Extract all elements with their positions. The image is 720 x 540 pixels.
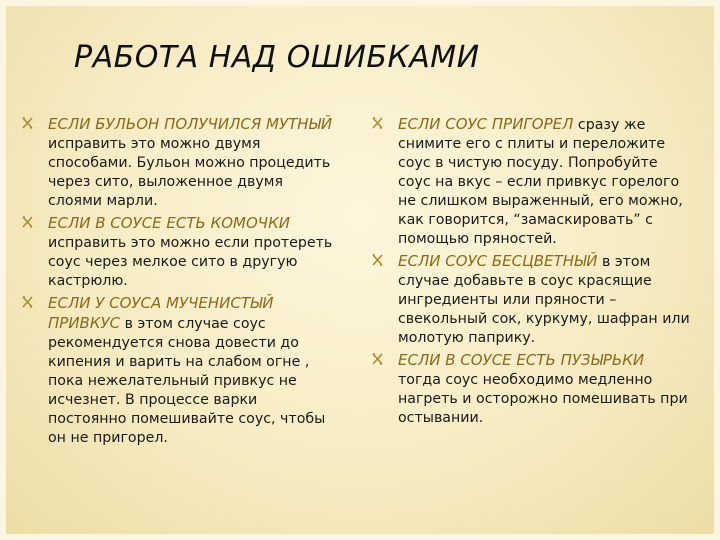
item-body: сразу же снимите его с плиты и переложите соус в чистую посуду. Попробуйте соус на вкус – если привкус горелого не слишком выраженный, его можно, как говорится, “замаскировать” с помощью пряностей. — [398, 117, 683, 247]
list-item — [372, 252, 690, 348]
item-body: исправить это можно двумя способами. Бульон можно процедить через сито, выложенное двумя слоями марли. — [48, 136, 331, 209]
slide-title: РАБОТА НАД ОШИБКАМИ — [74, 40, 480, 75]
item-heading: ЕСЛИ В СОУСЕ ЕСТЬ КОМОЧКИ — [48, 214, 290, 232]
item-text — [398, 351, 690, 428]
item-body: в этом случае добавьте в соус красящие ингредиенты или пряности – свекольный сок, куркуму, шафран или молотую паприку. — [398, 254, 690, 346]
item-text — [398, 252, 690, 348]
list-item — [372, 351, 690, 428]
x-bullet-icon — [22, 296, 34, 310]
item-heading: ЕСЛИ СОУС ПРИГОРЕЛ — [398, 115, 574, 133]
x-bullet-icon — [22, 117, 34, 131]
list-item — [22, 294, 340, 448]
x-bullet-icon — [372, 254, 384, 268]
list-item — [372, 115, 690, 249]
right-column — [372, 115, 690, 431]
x-bullet-icon — [22, 216, 34, 230]
left-column — [22, 115, 340, 451]
x-bullet-icon — [372, 117, 384, 131]
list-item — [22, 214, 340, 291]
item-heading: ЕСЛИ СОУС БЕСЦВЕТНЫЙ — [398, 252, 598, 270]
item-heading: ЕСЛИ БУЛЬОН ПОЛУЧИЛСЯ МУТНЫЙ — [48, 115, 333, 133]
item-body: исправить это можно если протереть соус через мелкое сито в другую кастрюлю. — [48, 235, 333, 289]
item-body: в этом случае соус рекомендуется снова довести до кипения и варить на слабом огне , пока нежелательный привкус не исчезнет. В процессе варки постоянно помешивайте соус, чтобы он не пригорел. — [48, 316, 326, 446]
item-heading: ЕСЛИ У СОУСА МУЧЕНИСТЫЙ ПРИВКУС — [48, 294, 274, 332]
item-text — [48, 214, 340, 291]
item-heading: ЕСЛИ В СОУСЕ ЕСТЬ ПУЗЫРЬКИ — [398, 351, 645, 369]
item-text — [48, 294, 340, 448]
item-text — [398, 115, 690, 249]
list-item — [22, 115, 340, 211]
item-body: тогда соус необходимо медленно нагреть и осторожно помешивать при остывании. — [398, 372, 688, 426]
x-bullet-icon — [372, 353, 384, 367]
item-text — [48, 115, 340, 211]
